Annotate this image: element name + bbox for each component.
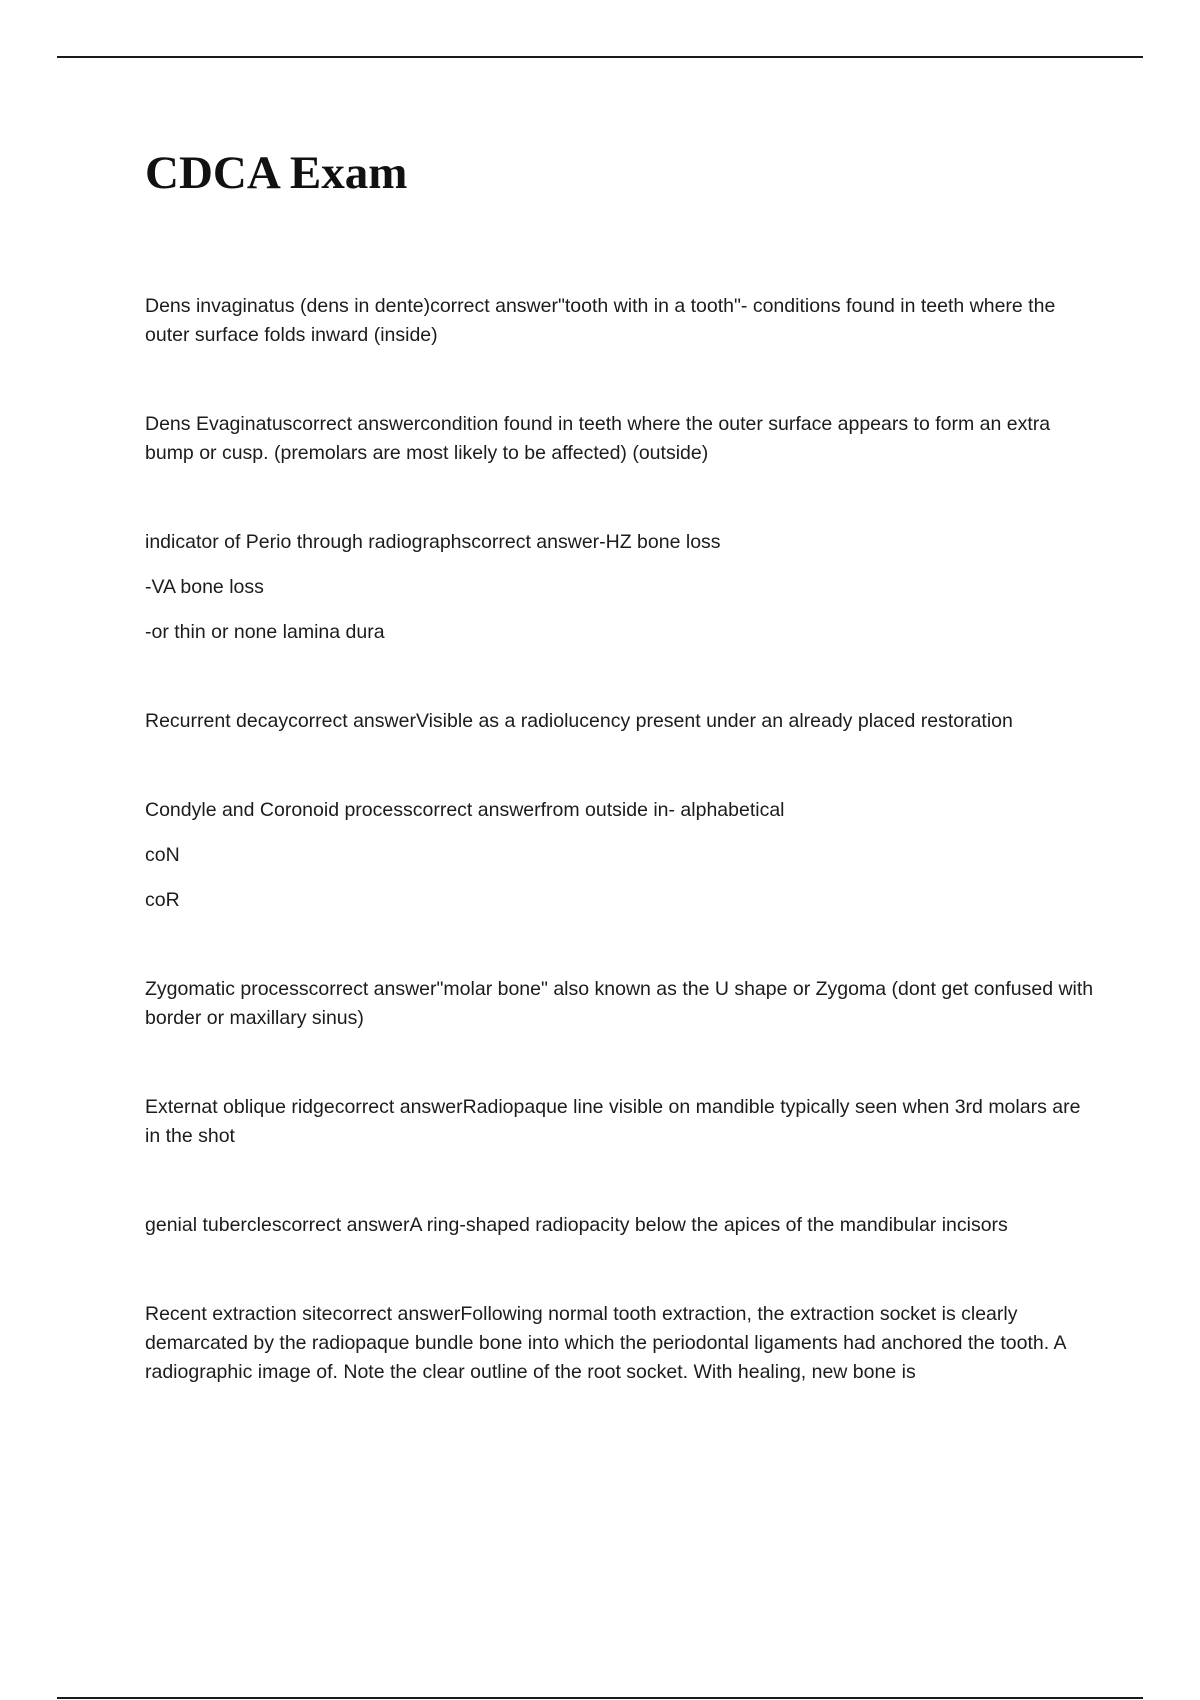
header-rule	[57, 56, 1143, 58]
flashcard-entry	[145, 975, 1095, 1033]
entry-text: coR	[145, 889, 180, 911]
entry-text: genial tuberclescorrect answerA ring-shaped radiopacity below the apices of the mandibular incisors	[145, 1214, 1008, 1236]
entry-text: Dens invaginatus (dens in dente)correct answer"tooth with in a tooth"- conditions found in teeth where the outer surface folds inward (inside)	[145, 295, 1056, 346]
flashcard-entry	[145, 292, 1095, 350]
entry-text: Recurrent decaycorrect answerVisible as a radiolucency present under an already placed restoration	[145, 710, 1013, 732]
entry-text: -VA bone loss	[145, 576, 264, 598]
entry-text: coN	[145, 844, 180, 866]
entry-text: Dens Evaginatuscorrect answercondition found in teeth where the outer surface appears to form an extra bump or cusp. (premolars are most likely to be affected) (outside)	[145, 413, 1051, 464]
flashcard-list	[145, 292, 1095, 1447]
entry-text: Recent extraction sitecorrect answerFollowing normal tooth extraction, the extraction socket is clearly demarcated by the radiopaque bundle bone into which the periodontal ligaments had anchored the tooth. A radiographic image of. Note the clear outline of the root socket. With healing, new bone is	[145, 1303, 1066, 1383]
flashcard-entry	[145, 1211, 1095, 1240]
flashcard-entry	[145, 1093, 1095, 1151]
entry-text: indicator of Perio through radiographscorrect answer-HZ bone loss	[145, 531, 721, 553]
entry-text: -or thin or none lamina dura	[145, 621, 385, 643]
entry-text: Externat oblique ridgecorrect answerRadiopaque line visible on mandible typically seen when 3rd molars are in the shot	[145, 1096, 1081, 1147]
flashcard-entry	[145, 1300, 1095, 1387]
entry-text: Zygomatic processcorrect answer"molar bone" also known as the U shape or Zygoma (dont get confused with border or maxillary sinus)	[145, 978, 1094, 1029]
footer-rule	[57, 1697, 1143, 1699]
page-title: CDCA Exam	[145, 147, 408, 199]
flashcard-entry	[145, 528, 1095, 647]
flashcard-entry	[145, 707, 1095, 736]
entry-text: Condyle and Coronoid processcorrect answerfrom outside in- alphabetical	[145, 799, 785, 821]
flashcard-entry	[145, 410, 1095, 468]
flashcard-entry	[145, 796, 1095, 915]
